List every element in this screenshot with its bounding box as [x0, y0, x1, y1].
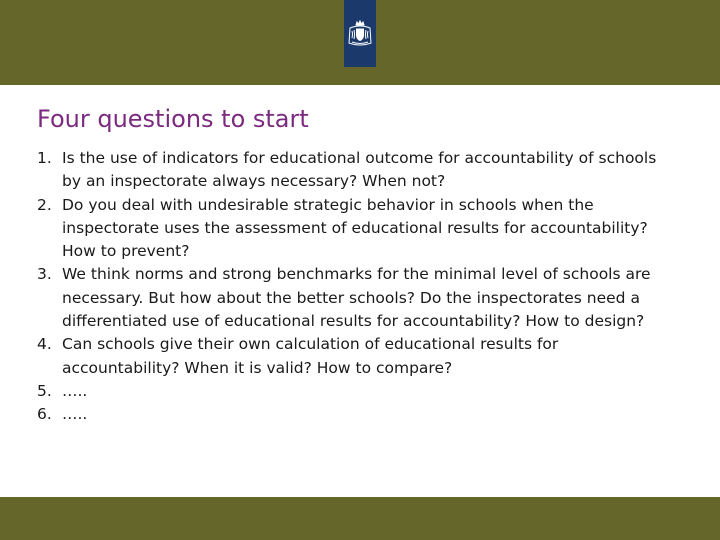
- royal-coat-of-arms-icon: [347, 19, 373, 49]
- list-item: [37, 263, 677, 333]
- header-band: [0, 0, 720, 85]
- question-number: 3.: [37, 265, 52, 284]
- question-number: 5.: [37, 381, 52, 400]
- question-text: Can schools give their own calculation of educational results for accountability? When it is valid? How to compare?: [62, 335, 559, 377]
- list-item: [37, 380, 677, 403]
- question-number: 2.: [37, 195, 52, 214]
- question-number: 4.: [37, 335, 52, 354]
- list-item: [37, 403, 677, 426]
- question-text: …..: [62, 381, 88, 400]
- question-text: We think norms and strong benchmarks for the minimal level of schools are necessary. But how about the better schools? Do the inspectorates need a differentiated use of educational results for accountability? How to design?: [62, 265, 651, 331]
- question-number: 1.: [37, 149, 52, 167]
- question-text: Is the use of indicators for educational outcome for accountability of schools by an inspectorate always necessary? When not?: [62, 149, 657, 191]
- question-number: 6.: [37, 405, 52, 424]
- list-item: [37, 333, 677, 380]
- list-item: [37, 147, 677, 194]
- question-text: Do you deal with undesirable strategic behavior in schools when the inspectorate uses the assessment of educational results for accountability? How to prevent?: [62, 195, 648, 261]
- emblem-badge: [344, 0, 376, 67]
- slide-title: Four questions to start: [37, 105, 309, 133]
- question-list: [37, 147, 677, 427]
- question-text: …..: [62, 405, 88, 424]
- footer-band: [0, 497, 720, 540]
- list-item: [37, 194, 677, 264]
